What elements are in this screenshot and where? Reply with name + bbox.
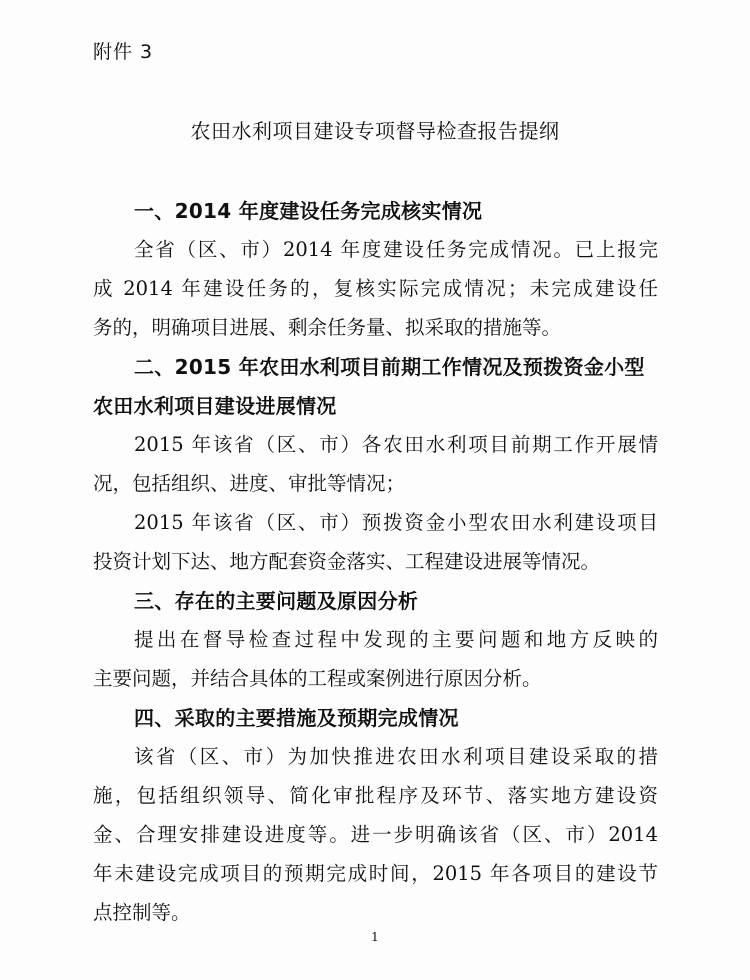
section-2-para-1-line-1: 2015 年该省（区、市）各农田水利项目前期工作开展情: [134, 433, 658, 456]
section-4-line-4: 年未建设完成项目的预期完成时间，2015 年各项目的建设节: [93, 862, 658, 885]
section-4-line-1: 该省（区、市）为加快推进农田水利项目建设采取的措: [134, 745, 658, 768]
document-title: 农田水利项目建设专项督导检查报告提纲: [190, 119, 560, 143]
section-4-line-2: 施，包括组织领导、简化审批程序及环节、落实地方建设资: [93, 784, 658, 807]
section-3-heading: 三、存在的主要问题及原因分析: [134, 589, 419, 613]
attachment-label: 附件 3: [93, 41, 154, 63]
section-2-para-2-line-1: 2015 年该省（区、市）预拨资金小型农田水利建设项目: [134, 511, 658, 534]
section-4-heading: 四、采取的主要措施及预期完成情况: [134, 706, 459, 730]
section-2-para-2-line-2: 投资计划下达、地方配套资金落实、工程建设进展等情况。: [93, 550, 601, 573]
section-1-line-2: 成 2014 年建设任务的，复核实际完成情况；未完成建设任: [93, 277, 658, 300]
section-2-para-1-line-2: 况，包括组织、进度、审批等情况；: [93, 472, 406, 495]
section-2-heading-line-1: 二、2015 年农田水利项目前期工作情况及预拨资金小型: [134, 355, 645, 379]
section-2-heading-line-2: 农田水利项目建设进展情况: [93, 394, 337, 418]
section-1-line-3: 务的，明确项目进展、剩余任务量、拟采取的措施等。: [93, 316, 562, 339]
section-1-heading: 一、2014 年度建设任务完成核实情况: [134, 199, 483, 223]
section-1-line-1: 全省（区、市）2014 年度建设任务完成情况。已上报完: [134, 238, 658, 261]
section-4-line-3: 金、合理安排建设进度等。进一步明确该省（区、市）2014: [93, 823, 658, 846]
section-3-line-1: 提出在督导检查过程中发现的主要问题和地方反映的: [134, 628, 658, 651]
section-3-line-2: 主要问题，并结合具体的工程或案例进行原因分析。: [93, 667, 542, 690]
page-number: 1: [371, 930, 379, 944]
section-4-line-5: 点控制等。: [93, 901, 191, 924]
